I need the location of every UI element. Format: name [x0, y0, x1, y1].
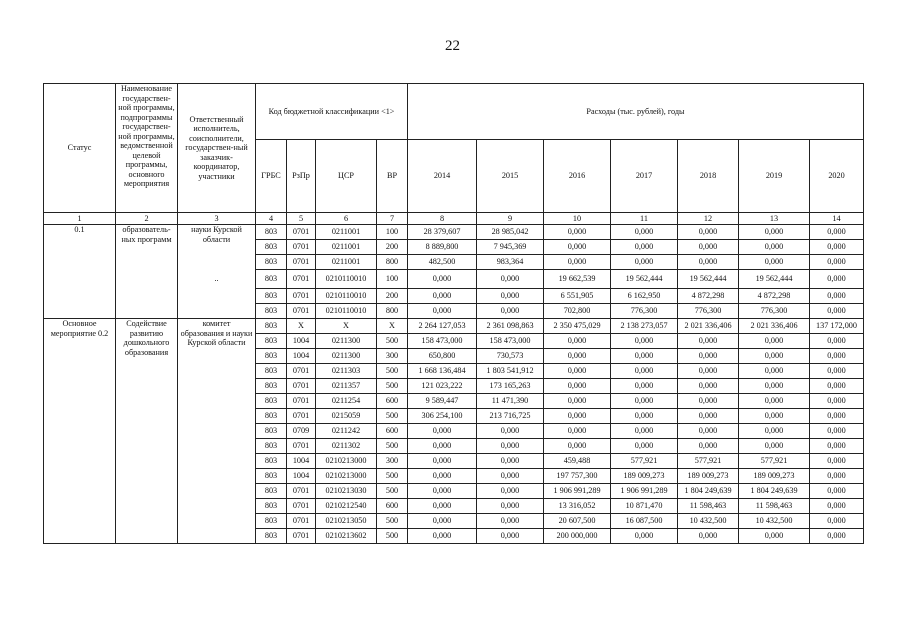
responsible-text: комитет образования и науки Курской области: [180, 319, 253, 347]
cell-grbs: 803: [256, 319, 287, 334]
cell-y2015: 730,573: [477, 349, 544, 364]
cell-grbs: 803: [256, 225, 287, 240]
cell-rzpr: 0701: [287, 499, 316, 514]
cell-y2018: 0,000: [678, 334, 739, 349]
cell-y2020: 0,000: [810, 255, 864, 270]
cell-csr: 0211303: [316, 364, 377, 379]
cell-csr: 0210213050: [316, 514, 377, 529]
cell-csr: 0211300: [316, 349, 377, 364]
header-grbs: ГРБС: [256, 140, 287, 213]
cell-y2019: 4 872,298: [739, 289, 810, 304]
cell-grbs: 803: [256, 529, 287, 544]
cell-y2018: 0,000: [678, 255, 739, 270]
cell-y2015: 0,000: [477, 499, 544, 514]
col-number: 14: [810, 213, 864, 225]
cell-y2020: 0,000: [810, 304, 864, 319]
cell-y2017: 0,000: [611, 364, 678, 379]
cell-csr: 0211242: [316, 424, 377, 439]
cell-y2014: 158 473,000: [408, 334, 477, 349]
cell-y2014: 0,000: [408, 454, 477, 469]
cell-y2017: 1 906 991,289: [611, 484, 678, 499]
cell-grbs: 803: [256, 304, 287, 319]
cell-y2015: 213 716,725: [477, 409, 544, 424]
cell-y2017: 10 871,470: [611, 499, 678, 514]
cell-y2016: 702,800: [544, 304, 611, 319]
table-row: [44, 319, 864, 334]
cell-y2019: 0,000: [739, 394, 810, 409]
cell-y2019: 11 598,463: [739, 499, 810, 514]
cell-csr: 0210213602: [316, 529, 377, 544]
col-number: 6: [316, 213, 377, 225]
cell-csr: 0210213000: [316, 469, 377, 484]
header-rzpr: РзПр: [287, 140, 316, 213]
cell-y2020: 0,000: [810, 499, 864, 514]
cell-y2016: 0,000: [544, 424, 611, 439]
cell-rzpr: 0701: [287, 439, 316, 454]
header-status: Статус: [44, 84, 116, 213]
cell-y2020: 0,000: [810, 364, 864, 379]
cell-csr: 0210110010: [316, 289, 377, 304]
table-row: [44, 225, 864, 240]
cell-rzpr: 0701: [287, 529, 316, 544]
cell-y2018: 0,000: [678, 379, 739, 394]
cell-y2015: 158 473,000: [477, 334, 544, 349]
cell-y2015: 0,000: [477, 469, 544, 484]
header-budget-code: Код бюджетной классификации <1>: [256, 84, 408, 140]
cell-vr: 500: [377, 334, 408, 349]
cell-y2019: 189 009,273: [739, 469, 810, 484]
cell-y2017: 776,300: [611, 304, 678, 319]
cell-grbs: 803: [256, 240, 287, 255]
cell-y2020: 0,000: [810, 484, 864, 499]
cell-y2020: 137 172,000: [810, 319, 864, 334]
cell-csr: 0211254: [316, 394, 377, 409]
row-name: Содействие развитию дошкольного образования: [116, 319, 178, 544]
cell-grbs: 803: [256, 424, 287, 439]
row-responsible: [178, 225, 256, 319]
cell-grbs: 803: [256, 379, 287, 394]
cell-y2020: 0,000: [810, 289, 864, 304]
cell-grbs: 803: [256, 364, 287, 379]
cell-y2014: 482,500: [408, 255, 477, 270]
cell-y2014: 0,000: [408, 484, 477, 499]
cell-csr: X: [316, 319, 377, 334]
cell-csr: 0210213000: [316, 454, 377, 469]
col-number: 5: [287, 213, 316, 225]
cell-grbs: 803: [256, 255, 287, 270]
cell-y2014: 0,000: [408, 499, 477, 514]
cell-csr: 0211357: [316, 379, 377, 394]
cell-vr: 500: [377, 514, 408, 529]
header-year-2018: 2018: [678, 140, 739, 213]
cell-csr: 0210110010: [316, 270, 377, 289]
cell-y2015: 0,000: [477, 304, 544, 319]
cell-y2019: 0,000: [739, 225, 810, 240]
header-responsible: Ответственный исполнитель, соисполнители, государствен-ный заказчик-координатор, участники: [178, 84, 256, 213]
cell-y2019: 0,000: [739, 439, 810, 454]
cell-y2015: 173 165,263: [477, 379, 544, 394]
cell-grbs: 803: [256, 499, 287, 514]
cell-y2020: 0,000: [810, 394, 864, 409]
cell-y2016: 2 350 475,029: [544, 319, 611, 334]
cell-y2016: 0,000: [544, 379, 611, 394]
cell-y2020: 0,000: [810, 349, 864, 364]
cell-y2019: 0,000: [739, 529, 810, 544]
cell-y2019: 19 562,444: [739, 270, 810, 289]
cell-vr: 200: [377, 289, 408, 304]
cell-y2019: 0,000: [739, 349, 810, 364]
cell-vr: 500: [377, 364, 408, 379]
cell-y2016: 1 906 991,289: [544, 484, 611, 499]
cell-y2016: 0,000: [544, 240, 611, 255]
cell-y2018: 577,921: [678, 454, 739, 469]
cell-y2018: 0,000: [678, 349, 739, 364]
cell-rzpr: 0701: [287, 514, 316, 529]
cell-y2014: 0,000: [408, 469, 477, 484]
cell-y2018: 0,000: [678, 225, 739, 240]
cell-y2020: 0,000: [810, 379, 864, 394]
cell-y2016: 0,000: [544, 394, 611, 409]
cell-grbs: 803: [256, 514, 287, 529]
cell-y2018: 19 562,444: [678, 270, 739, 289]
cell-y2020: 0,000: [810, 424, 864, 439]
cell-y2016: 20 607,500: [544, 514, 611, 529]
cell-y2017: 0,000: [611, 409, 678, 424]
cell-y2020: 0,000: [810, 469, 864, 484]
cell-y2016: 13 316,052: [544, 499, 611, 514]
cell-csr: 0210110010: [316, 304, 377, 319]
cell-y2020: 0,000: [810, 514, 864, 529]
cell-y2015: 0,000: [477, 454, 544, 469]
cell-rzpr: 0701: [287, 409, 316, 424]
cell-y2017: 0,000: [611, 349, 678, 364]
cell-y2018: 0,000: [678, 240, 739, 255]
header-year-2016: 2016: [544, 140, 611, 213]
cell-y2019: 1 804 249,639: [739, 484, 810, 499]
header-year-2014: 2014: [408, 140, 477, 213]
cell-y2018: 0,000: [678, 409, 739, 424]
page-number: 22: [445, 38, 460, 54]
cell-y2018: 0,000: [678, 529, 739, 544]
cell-grbs: 803: [256, 349, 287, 364]
cell-y2014: 0,000: [408, 270, 477, 289]
cell-y2016: 459,488: [544, 454, 611, 469]
col-number: 13: [739, 213, 810, 225]
cell-y2017: 0,000: [611, 225, 678, 240]
cell-y2015: 0,000: [477, 529, 544, 544]
cell-y2019: 0,000: [739, 379, 810, 394]
cell-csr: 0211001: [316, 255, 377, 270]
cell-csr: 0215059: [316, 409, 377, 424]
cell-grbs: 803: [256, 439, 287, 454]
row-name: образователь-ных программ: [116, 225, 178, 319]
cell-vr: 800: [377, 255, 408, 270]
cell-rzpr: 0701: [287, 270, 316, 289]
header-expenses: Расходы (тыс. рублей), годы: [408, 84, 864, 140]
cell-y2016: 19 662,539: [544, 270, 611, 289]
cell-y2014: 9 589,447: [408, 394, 477, 409]
cell-y2018: 4 872,298: [678, 289, 739, 304]
cell-y2017: 19 562,444: [611, 270, 678, 289]
cell-y2019: 776,300: [739, 304, 810, 319]
cell-rzpr: 0701: [287, 394, 316, 409]
cell-vr: 100: [377, 225, 408, 240]
cell-rzpr: 1004: [287, 334, 316, 349]
cell-y2017: 577,921: [611, 454, 678, 469]
cell-vr: 500: [377, 439, 408, 454]
cell-y2014: 0,000: [408, 304, 477, 319]
cell-y2017: 0,000: [611, 394, 678, 409]
cell-rzpr: 0701: [287, 240, 316, 255]
cell-y2017: 0,000: [611, 255, 678, 270]
cell-y2018: 189 009,273: [678, 469, 739, 484]
cell-y2018: 2 021 336,406: [678, 319, 739, 334]
cell-y2014: 8 889,800: [408, 240, 477, 255]
cell-y2014: 0,000: [408, 289, 477, 304]
cell-y2015: 1 803 541,912: [477, 364, 544, 379]
cell-vr: 800: [377, 304, 408, 319]
cell-rzpr: 1004: [287, 349, 316, 364]
cell-rzpr: 0701: [287, 255, 316, 270]
cell-vr: 500: [377, 484, 408, 499]
cell-y2019: 10 432,500: [739, 514, 810, 529]
cell-y2017: 16 087,500: [611, 514, 678, 529]
header-year-2015: 2015: [477, 140, 544, 213]
cell-y2020: 0,000: [810, 439, 864, 454]
cell-vr: 600: [377, 499, 408, 514]
cell-rzpr: 0701: [287, 304, 316, 319]
cell-y2014: 0,000: [408, 439, 477, 454]
budget-table-body: [44, 213, 864, 544]
cell-y2019: 0,000: [739, 255, 810, 270]
cell-y2019: 0,000: [739, 409, 810, 424]
cell-vr: 600: [377, 394, 408, 409]
cell-y2018: 776,300: [678, 304, 739, 319]
budget-table-container: [43, 83, 863, 544]
cell-y2018: 0,000: [678, 394, 739, 409]
col-number: 8: [408, 213, 477, 225]
cell-grbs: 803: [256, 469, 287, 484]
cell-y2020: 0,000: [810, 529, 864, 544]
cell-y2017: 2 138 273,057: [611, 319, 678, 334]
cell-y2015: 0,000: [477, 439, 544, 454]
cell-rzpr: 1004: [287, 454, 316, 469]
cell-y2017: 6 162,950: [611, 289, 678, 304]
cell-grbs: 803: [256, 409, 287, 424]
row-responsible: [178, 319, 256, 544]
cell-y2014: 28 379,607: [408, 225, 477, 240]
cell-y2017: 0,000: [611, 424, 678, 439]
cell-y2018: 10 432,500: [678, 514, 739, 529]
cell-y2016: 0,000: [544, 255, 611, 270]
cell-rzpr: 0701: [287, 364, 316, 379]
cell-y2018: 0,000: [678, 439, 739, 454]
col-number: 1: [44, 213, 116, 225]
cell-csr: 0210213030: [316, 484, 377, 499]
cell-rzpr: X: [287, 319, 316, 334]
cell-y2020: 0,000: [810, 454, 864, 469]
header-year-2017: 2017: [611, 140, 678, 213]
cell-grbs: 803: [256, 394, 287, 409]
cell-vr: 300: [377, 349, 408, 364]
cell-y2016: 6 551,905: [544, 289, 611, 304]
header-vr: ВР: [377, 140, 408, 213]
cell-vr: 100: [377, 270, 408, 289]
cell-y2017: 0,000: [611, 439, 678, 454]
cell-y2014: 0,000: [408, 424, 477, 439]
cell-y2015: 983,364: [477, 255, 544, 270]
cell-y2017: 0,000: [611, 379, 678, 394]
cell-vr: 500: [377, 529, 408, 544]
cell-y2020: 0,000: [810, 240, 864, 255]
cell-y2016: 0,000: [544, 439, 611, 454]
cell-y2020: 0,000: [810, 334, 864, 349]
cell-grbs: 803: [256, 334, 287, 349]
cell-y2016: 197 757,300: [544, 469, 611, 484]
header-row-1: [44, 84, 864, 140]
cell-rzpr: 0701: [287, 289, 316, 304]
cell-rzpr: 0701: [287, 379, 316, 394]
cell-grbs: 803: [256, 289, 287, 304]
cell-csr: 0211302: [316, 439, 377, 454]
cell-rzpr: 0709: [287, 424, 316, 439]
cell-y2018: 0,000: [678, 424, 739, 439]
cell-y2017: 189 009,273: [611, 469, 678, 484]
cell-vr: 500: [377, 469, 408, 484]
col-number: 7: [377, 213, 408, 225]
cell-y2017: 0,000: [611, 334, 678, 349]
header-name: Наименование государствен-ной программы, подпрограммы государствен-ной программы, ведомственной целевой программы, основного мероприятия: [116, 84, 178, 213]
cell-y2015: 28 985,042: [477, 225, 544, 240]
col-number: 12: [678, 213, 739, 225]
cell-y2019: 0,000: [739, 334, 810, 349]
col-number: 3: [178, 213, 256, 225]
col-number: 11: [611, 213, 678, 225]
cell-y2014: 1 668 136,484: [408, 364, 477, 379]
col-number: 4: [256, 213, 287, 225]
cell-grbs: 803: [256, 454, 287, 469]
cell-vr: 600: [377, 424, 408, 439]
cell-y2015: 7 945,369: [477, 240, 544, 255]
cell-y2018: 0,000: [678, 364, 739, 379]
cell-y2019: 577,921: [739, 454, 810, 469]
cell-csr: 0211001: [316, 240, 377, 255]
cell-y2017: 0,000: [611, 529, 678, 544]
cell-y2015: 0,000: [477, 270, 544, 289]
cell-y2020: 0,000: [810, 270, 864, 289]
cell-y2015: 2 361 098,863: [477, 319, 544, 334]
cell-y2019: 0,000: [739, 240, 810, 255]
cell-y2014: 306 254,100: [408, 409, 477, 424]
budget-table: [43, 83, 864, 544]
cell-y2016: 200 000,000: [544, 529, 611, 544]
cell-rzpr: 1004: [287, 469, 316, 484]
cell-grbs: 803: [256, 270, 287, 289]
cell-csr: 0210212540: [316, 499, 377, 514]
header-year-2019: 2019: [739, 140, 810, 213]
cell-vr: 300: [377, 454, 408, 469]
cell-csr: 0211001: [316, 225, 377, 240]
cell-y2015: 0,000: [477, 514, 544, 529]
cell-y2016: 0,000: [544, 349, 611, 364]
cell-vr: 500: [377, 379, 408, 394]
cell-vr: 500: [377, 409, 408, 424]
col-number: 10: [544, 213, 611, 225]
col-number: 2: [116, 213, 178, 225]
row-status: 0.1: [44, 225, 116, 319]
cell-y2016: 0,000: [544, 409, 611, 424]
cell-y2019: 0,000: [739, 364, 810, 379]
cell-y2014: 121 023,222: [408, 379, 477, 394]
column-number-row: [44, 213, 864, 225]
cell-y2020: 0,000: [810, 225, 864, 240]
cell-vr: X: [377, 319, 408, 334]
cell-vr: 200: [377, 240, 408, 255]
cell-y2015: 0,000: [477, 289, 544, 304]
cell-y2019: 2 021 336,406: [739, 319, 810, 334]
cell-y2016: 0,000: [544, 334, 611, 349]
header-year-2020: 2020: [810, 140, 864, 213]
cell-y2015: 0,000: [477, 424, 544, 439]
header-csr: ЦСР: [316, 140, 377, 213]
cell-rzpr: 0701: [287, 484, 316, 499]
cell-grbs: 803: [256, 484, 287, 499]
cell-y2014: 0,000: [408, 514, 477, 529]
cell-y2016: 0,000: [544, 364, 611, 379]
cell-y2016: 0,000: [544, 225, 611, 240]
cell-y2015: 0,000: [477, 484, 544, 499]
cell-y2019: 0,000: [739, 424, 810, 439]
cell-y2018: 11 598,463: [678, 499, 739, 514]
cell-y2014: 650,800: [408, 349, 477, 364]
cell-y2017: 0,000: [611, 240, 678, 255]
cell-rzpr: 0701: [287, 225, 316, 240]
cell-y2014: 2 264 127,053: [408, 319, 477, 334]
responsible-note: ..: [214, 274, 219, 283]
cell-y2014: 0,000: [408, 529, 477, 544]
cell-y2018: 1 804 249,639: [678, 484, 739, 499]
responsible-text: науки Курской области: [191, 225, 242, 244]
cell-y2020: 0,000: [810, 409, 864, 424]
cell-csr: 0211300: [316, 334, 377, 349]
col-number: 9: [477, 213, 544, 225]
cell-y2015: 11 471,390: [477, 394, 544, 409]
row-status: Основное мероприятие 0.2: [44, 319, 116, 544]
